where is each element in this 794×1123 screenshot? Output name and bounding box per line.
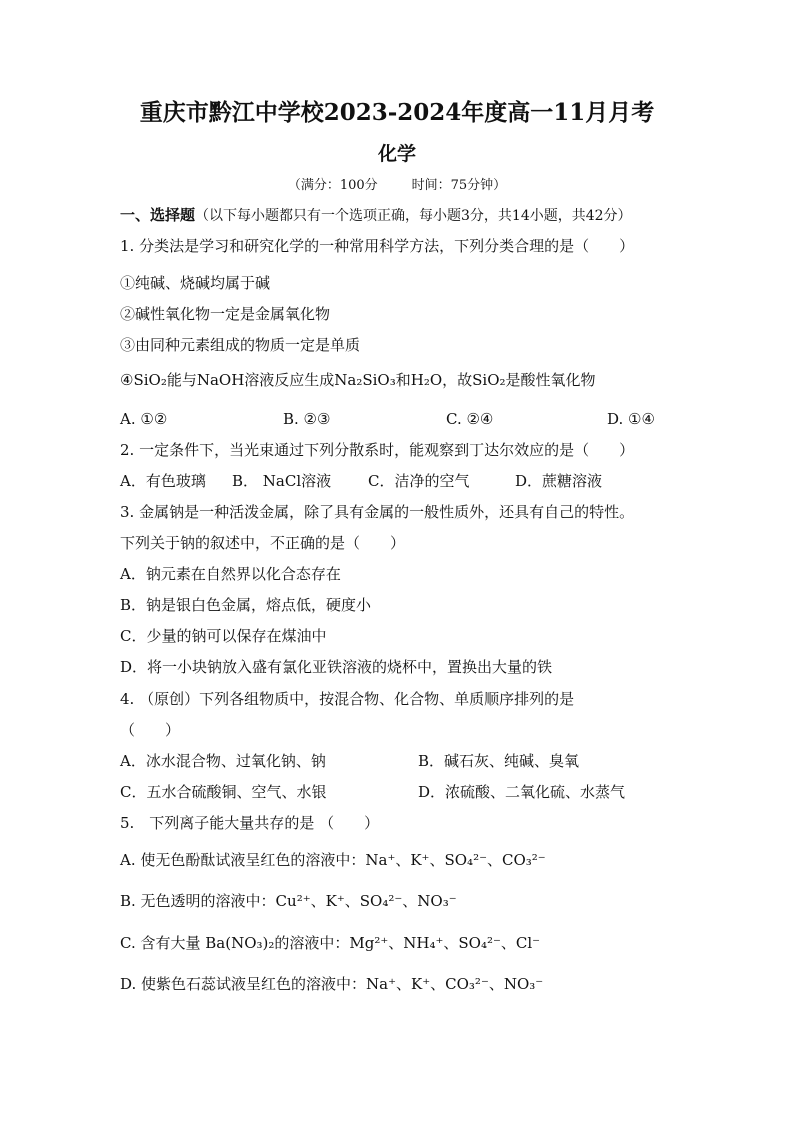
q2-option-d: D．蔗糖溶液 — [515, 472, 603, 490]
q2-stem: 2. 一定条件下，当光束通过下列分散系时，能观察到丁达尔效应的是（ ） — [120, 441, 635, 459]
section-title: 一、选择题 — [120, 206, 196, 224]
q3-option-d: D．将一小块钠放入盛有氯化亚铁溶液的烧杯中，置换出大量的铁 — [120, 658, 553, 676]
q4-option-b: B．碱石灰、纯碱、臭氧 — [418, 752, 580, 770]
q1-option-b: B. ②③ — [283, 410, 331, 428]
section-note: （以下每小题都只有一个选项正确，每小题3分，共14小题，共42分） — [195, 208, 632, 224]
exam-time: 时间：75分钟） — [411, 178, 507, 193]
exam-meta — [0, 177, 794, 195]
q1-option-a: A. ①② — [120, 410, 168, 428]
q4-option-c: C．五水合硫酸铜、空气、水银 — [120, 783, 327, 801]
q4-stem-line1: 4. （原创）下列各组物质中，按混合物、化合物、单质顺序排列的是 — [120, 690, 575, 708]
section-heading — [120, 205, 632, 226]
q1-statement-4: ④SiO₂能与NaOH溶液反应生成Na₂SiO₃和H₂O，故SiO₂是酸性氧化物 — [120, 371, 596, 389]
q3-stem-line1: 3. 金属钠是一种活泼金属，除了具有金属的一般性质外，还具有自己的特性。 — [120, 503, 635, 521]
q4-stem-line2: （ ） — [120, 721, 181, 739]
q3-option-b: B．钠是银白色金属，熔点低，硬度小 — [120, 596, 372, 614]
q3-option-a: A．钠元素在自然界以化合态存在 — [120, 565, 341, 583]
q5-option-a: A. 使无色酚酞试液呈红色的溶液中：Na⁺、K⁺、SO₄²⁻、CO₃²⁻ — [120, 851, 546, 869]
exam-subject: 化学 — [377, 143, 416, 165]
q5-option-b: B. 无色透明的溶液中：Cu²⁺、K⁺、SO₄²⁻、NO₃⁻ — [120, 892, 457, 910]
q1-stem: 1. 分类法是学习和研究化学的一种常用科学方法，下列分类合理的是（ ） — [120, 237, 635, 255]
q1-option-d: D. ①④ — [607, 410, 655, 428]
q1-statement-2: ②碱性氧化物一定是金属氧化物 — [120, 305, 331, 323]
exam-title: 重庆市黔江中学校2023-2024年度高一11月月考 — [139, 99, 655, 126]
q2-option-b: B． NaCl溶液 — [232, 472, 332, 490]
q5-option-c: C. 含有大量 Ba(NO₃)₂的溶液中：Mg²⁺、NH₄⁺、SO₄²⁻、Cl⁻ — [120, 934, 541, 952]
q4-option-a: A．冰水混合物、过氧化钠、钠 — [120, 752, 326, 770]
q1-option-c: C. ②④ — [446, 410, 494, 428]
q4-option-d: D．浓硫酸、二氧化硫、水蒸气 — [418, 783, 626, 801]
q5-stem: 5. 下列离子能大量共存的是 （ ） — [120, 814, 380, 832]
q3-stem-line2: 下列关于钠的叙述中，不正确的是（ ） — [120, 534, 406, 552]
q2-option-a: A．有色玻璃 — [120, 472, 206, 490]
q2-option-c: C．洁净的空气 — [368, 472, 470, 490]
q1-statement-1: ①纯碱、烧碱均属于碱 — [120, 274, 271, 292]
q3-option-c: C．少量的钠可以保存在煤油中 — [120, 627, 327, 645]
q5-option-d: D. 使紫色石蕊试液呈红色的溶液中：Na⁺、K⁺、CO₃²⁻、NO₃⁻ — [120, 975, 544, 993]
full-score: （满分：100分 — [287, 178, 378, 193]
q1-statement-3: ③由同种元素组成的物质一定是单质 — [120, 336, 361, 354]
